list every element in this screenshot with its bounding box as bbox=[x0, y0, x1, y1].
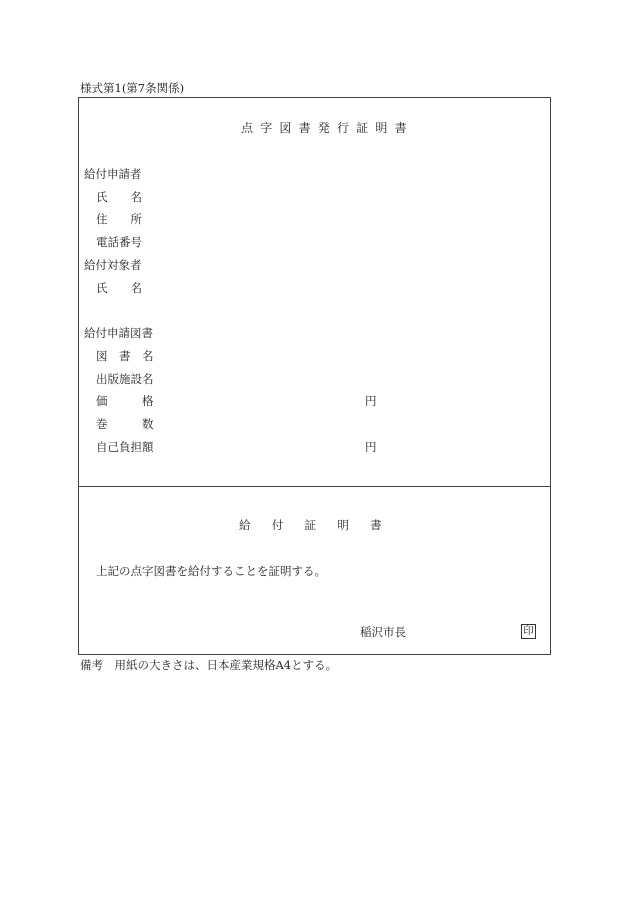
footer-note: 備考 用紙の大きさは、日本産業規格A4とする。 bbox=[80, 658, 338, 672]
book-title-label: 図 書 名 bbox=[96, 349, 154, 363]
book-section-label: 給付申請図書 bbox=[84, 326, 153, 340]
seal-mark: 印 bbox=[521, 624, 536, 639]
applicant-address-label: 住 所 bbox=[96, 212, 142, 226]
target-name-label: 氏 名 bbox=[96, 281, 142, 295]
applicant-section-label: 給付申請者 bbox=[84, 167, 142, 181]
applicant-phone-label: 電話番号 bbox=[96, 235, 142, 249]
volumes-label: 巻 数 bbox=[96, 417, 154, 431]
target-section-label: 給付対象者 bbox=[84, 258, 142, 272]
copay-label: 自己負担額 bbox=[96, 440, 154, 454]
issuance-statement: 上記の点字図書を給付することを証明する。 bbox=[96, 564, 326, 578]
copay-yen-unit: 円 bbox=[365, 440, 377, 454]
issuance-title: 給付証明書 bbox=[239, 518, 403, 532]
certificate-title: 点字図書発行証明書 bbox=[241, 121, 414, 135]
section-divider bbox=[78, 486, 551, 487]
applicant-name-label: 氏 名 bbox=[96, 190, 142, 204]
issuer-name: 稲沢市長 bbox=[360, 625, 406, 639]
publisher-label: 出版施設名 bbox=[96, 372, 154, 386]
price-label: 価 格 bbox=[96, 394, 154, 408]
price-yen-unit: 円 bbox=[365, 394, 377, 408]
form-number: 様式第1(第7条関係) bbox=[80, 81, 185, 95]
